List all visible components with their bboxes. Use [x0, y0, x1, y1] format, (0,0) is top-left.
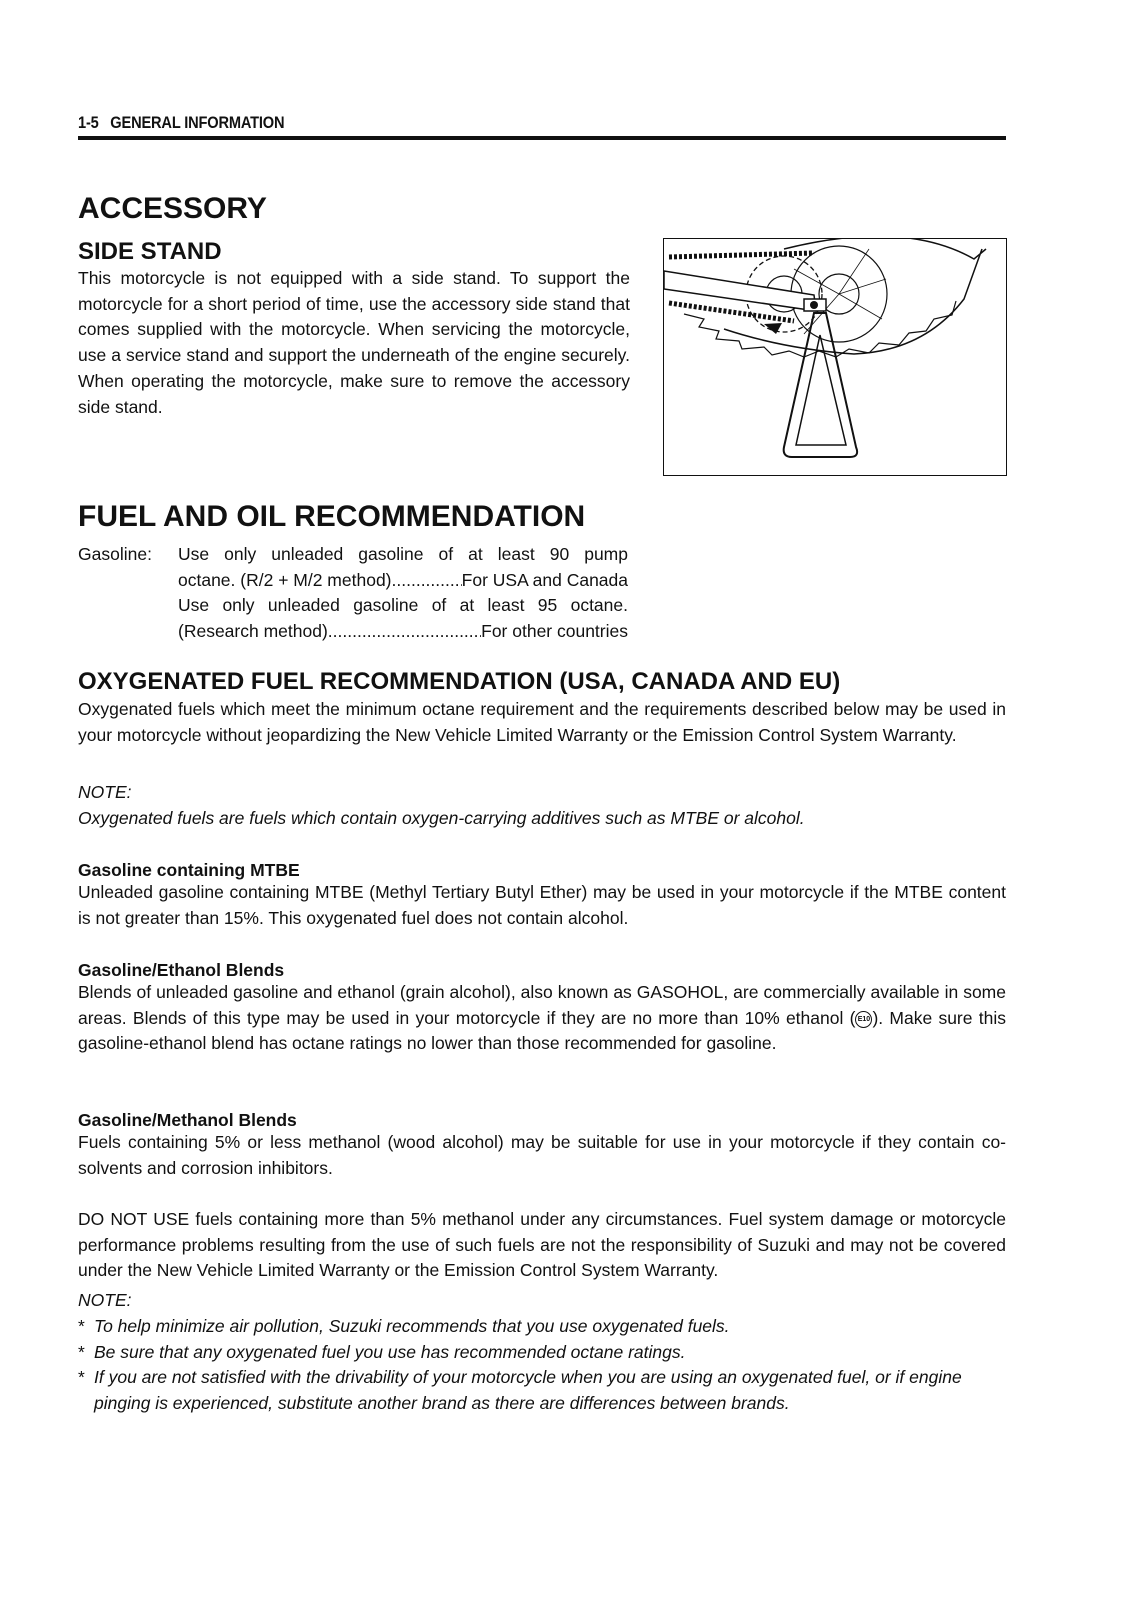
gasoline-spec-line-2: [178, 568, 628, 594]
gasoline-spec-lines: [178, 542, 628, 645]
accessory-heading: ACCESSORY: [78, 192, 267, 225]
note-text: Oxygenated fuels are fuels which contain oxygen-carrying additives such as MTBE or alcohol.: [78, 808, 805, 828]
note-item: * To help minimize air pollution, Suzuki recommends that you use oxygenated fuels.: [78, 1316, 730, 1336]
fuel-oil-heading: FUEL AND OIL RECOMMENDATION: [78, 500, 586, 533]
mtbe-heading: Gasoline containing MTBE: [78, 860, 300, 880]
notes-list: [78, 1314, 1006, 1417]
methanol-warning: DO NOT USE fuels containing more than 5% methanol under any circumstances. Fuel system damage or motorcycle performance problems resulting from the use of such fuels are not the responsibility of Suzuki and may not be covered under the New Vehicle Limited Warranty or the Emission Control System Warranty.: [78, 1209, 1006, 1281]
side-stand-drawing: [664, 239, 1006, 475]
side-stand-illustration: [663, 238, 1007, 476]
section-name: GENERAL INFORMATION: [110, 113, 285, 132]
leader-dots: [392, 568, 462, 594]
oxygenated-intro: Oxygenated fuels which meet the minimum octane requirement and the requirements described below may be used in your motorcycle without jeopardizing the New Vehicle Limited Warranty or the Emission Control System Warranty.: [78, 699, 1006, 745]
ethanol-heading: Gasoline/Ethanol Blends: [78, 960, 285, 980]
ethanol-text-before: Blends of unleaded gasoline and ethanol (grain alcohol), also known as GASOHOL, are commercially available in some areas. Blends of this type may be used in your motorcycle if they are no more than 10% ethanol (: [78, 982, 1006, 1028]
note2-label: NOTE:: [78, 1290, 132, 1310]
header-rule: [78, 136, 1006, 140]
gasoline-spec-line-1: Use only unleaded gasoline of at least 90 pump: [178, 544, 628, 564]
other-region-text: For other countries: [481, 621, 628, 642]
gasoline-spec-line-3: Use only unleaded gasoline of at least 95 octane.: [178, 595, 628, 616]
usa-method-text: octane. (R/2 + M/2 method): [178, 569, 392, 590]
ethanol-text-after: ). Make sure this gasoline-ethanol blend has octane ratings no lower than those recommended for gasoline.: [78, 1007, 1006, 1054]
page-number: 1-5: [78, 113, 99, 132]
ethanol-text: [78, 980, 1006, 1057]
mtbe-text: Unleaded gasoline containing MTBE (Methyl Tertiary Butyl Ether) may be used in your motorcycle if the MTBE content is not greater than 15%. This oxygenated fuel does not contain alcohol.: [78, 882, 1006, 928]
methanol-text: Fuels containing 5% or less methanol (wood alcohol) may be suitable for use in your motorcycle if they contain co-solvents and corrosion inhibitors.: [78, 1132, 1006, 1178]
e10-symbol-icon: E10: [855, 1011, 872, 1028]
leader-dots: [328, 619, 481, 645]
page-header: [78, 113, 876, 133]
usa-region-text: For USA and Canada: [461, 569, 628, 590]
note-item: * Be sure that any oxygenated fuel you use has recommended octane ratings.: [78, 1341, 686, 1362]
gasoline-label: Gasoline:: [78, 544, 152, 564]
gasoline-spec-line-4: [178, 619, 628, 645]
side-stand-text: This motorcycle is not equipped with a side stand. To support the motorcycle for a short period of time, use the accessory side stand that comes supplied with the motorcycle. When servicing the motorcycle, use a service stand and support the underneath of the engine securely. When operating the motorcycle, make sure to remove the accessory side stand.: [78, 268, 630, 417]
side-stand-heading: SIDE STAND: [78, 238, 222, 265]
methanol-heading: Gasoline/Methanol Blends: [78, 1110, 297, 1130]
oxygenated-heading: OXYGENATED FUEL RECOMMENDATION (USA, CANADA AND EU): [78, 668, 841, 695]
gasoline-spec: [78, 542, 630, 652]
note-label: NOTE:: [78, 782, 132, 802]
note-item: * If you are not satisfied with the drivability of your motorcycle when you are using an oxygenated fuel, or if engine pinging is experienced, substitute another brand as there are differences between brands.: [78, 1367, 962, 1414]
research-method-text: (Research method): [178, 621, 328, 642]
